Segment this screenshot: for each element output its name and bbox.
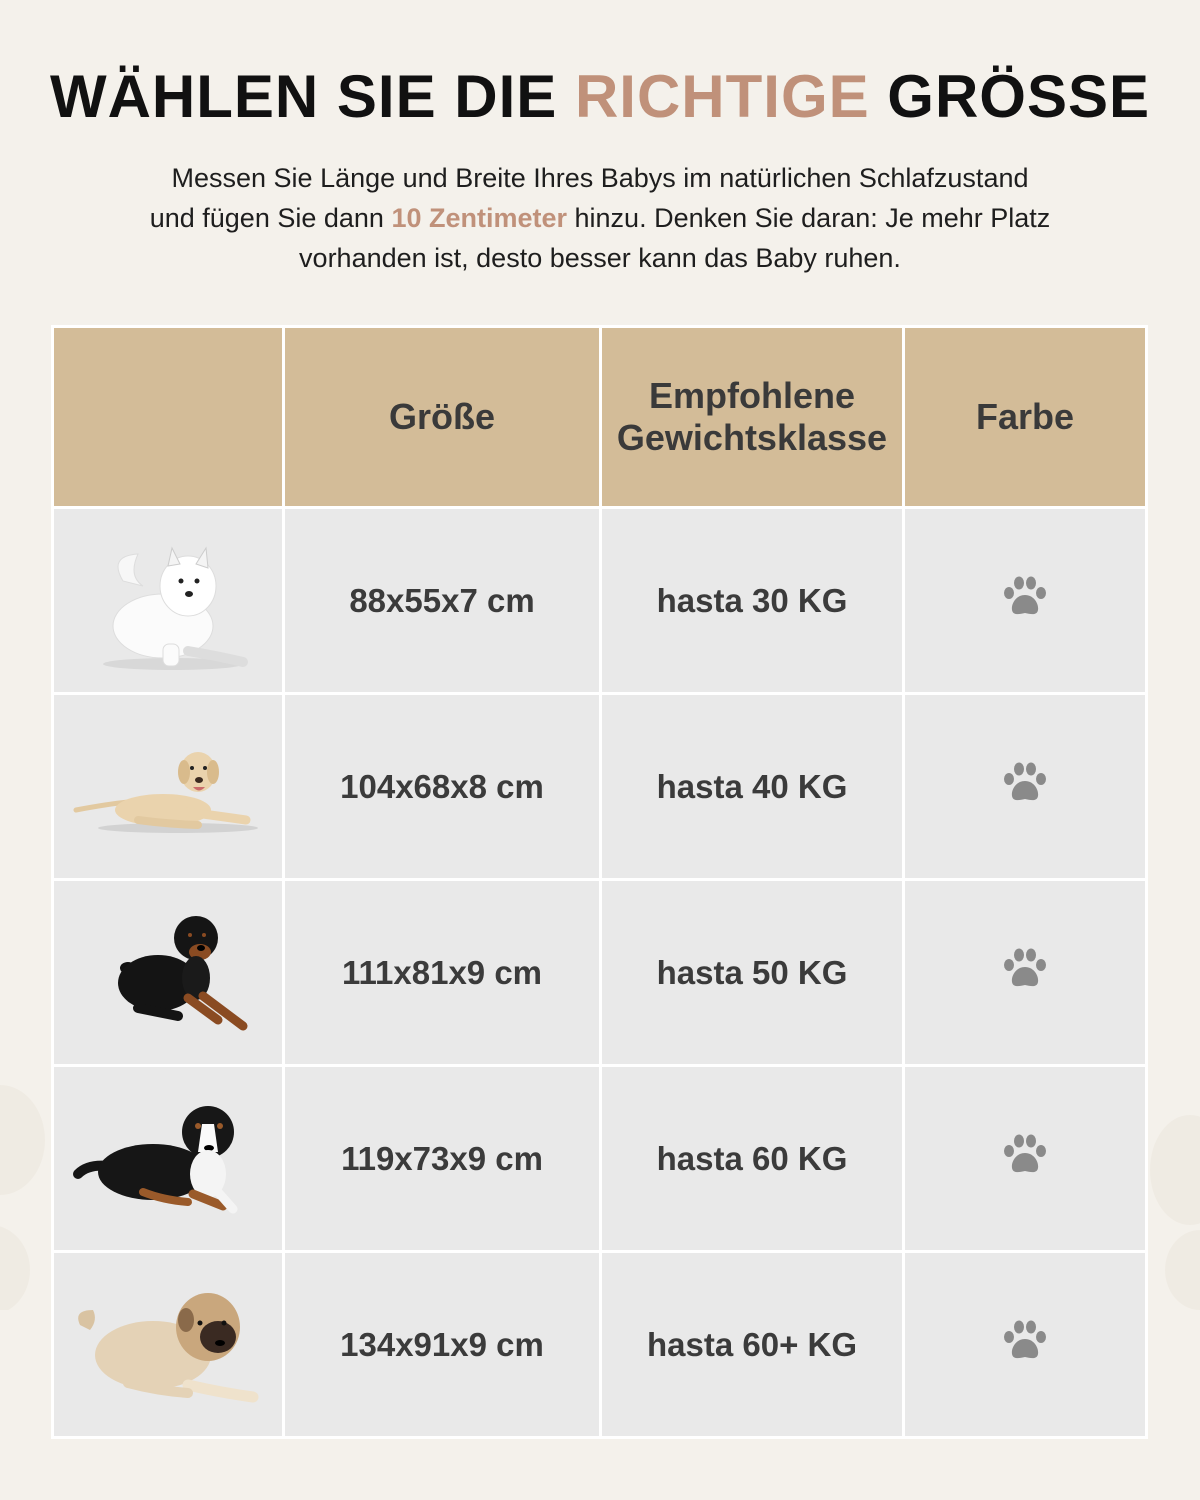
table-header-row <box>54 328 1145 506</box>
labrador-dog-icon <box>68 732 268 842</box>
background-paw-icon <box>1140 1110 1200 1310</box>
weight-cell: hasta 30 KG <box>602 509 902 692</box>
table-row <box>54 1253 1145 1436</box>
subtitle-line-2-post: hinzu. Denken Sie daran: Je mehr Platz <box>567 203 1051 233</box>
weight-cell: hasta 60 KG <box>602 1067 902 1250</box>
weight-cell: hasta 60+ KG <box>602 1253 902 1436</box>
dog-image-cell <box>54 881 282 1064</box>
size-cell: 111x81x9 cm <box>285 881 599 1064</box>
color-cell <box>905 695 1145 878</box>
size-cell: 104x68x8 cm <box>285 695 599 878</box>
rottweiler-dog-icon <box>68 908 268 1038</box>
table-row <box>54 881 1145 1064</box>
header-weight-line-1: Empfohlene <box>648 375 855 416</box>
subtitle <box>60 158 1140 278</box>
header-image <box>54 328 282 506</box>
subtitle-line-2-pre: und fügen Sie dann <box>149 203 392 233</box>
size-cell: 88x55x7 cm <box>285 509 599 692</box>
color-cell <box>905 509 1145 692</box>
title-part-1: WÄHLEN SIE DIE <box>49 63 575 130</box>
color-cell <box>905 881 1145 1064</box>
title-part-2: GRÖSSE <box>869 63 1151 130</box>
color-cell <box>905 1067 1145 1250</box>
dog-image-cell <box>54 695 282 878</box>
paw-icon <box>1003 762 1047 804</box>
table-row <box>54 1067 1145 1250</box>
dog-image-cell <box>54 509 282 692</box>
caucasian-shepherd-dog-icon <box>68 1275 268 1415</box>
header-size: Größe <box>285 328 599 506</box>
color-cell <box>905 1253 1145 1436</box>
title-accent: RICHTIGE <box>574 63 870 130</box>
header-weight-line-2: Gewichtsklasse <box>616 417 888 458</box>
subtitle-line-2 <box>60 198 1140 238</box>
page-title <box>0 62 1200 132</box>
subtitle-line-3: vorhanden ist, desto besser kann das Baby ruhen. <box>299 243 901 273</box>
size-cell: 134x91x9 cm <box>285 1253 599 1436</box>
weight-cell: hasta 50 KG <box>602 881 902 1064</box>
samoyed-dog-icon <box>68 526 268 676</box>
size-cell: 119x73x9 cm <box>285 1067 599 1250</box>
table-row <box>54 695 1145 878</box>
subtitle-accent: 10 Zentimeter <box>391 203 568 233</box>
table-row <box>54 509 1145 692</box>
header-color: Farbe <box>905 328 1145 506</box>
paw-icon <box>1003 948 1047 990</box>
paw-icon <box>1003 1320 1047 1362</box>
paw-icon <box>1003 576 1047 618</box>
paw-icon <box>1003 1134 1047 1176</box>
weight-cell: hasta 40 KG <box>602 695 902 878</box>
size-table <box>51 325 1148 1439</box>
bernese-mountain-dog-icon <box>68 1094 268 1224</box>
dog-image-cell <box>54 1253 282 1436</box>
subtitle-line-1: Messen Sie Länge und Breite Ihres Babys im natürlichen Schlafzustand <box>171 163 1029 193</box>
header-weight <box>602 328 902 506</box>
dog-image-cell <box>54 1067 282 1250</box>
